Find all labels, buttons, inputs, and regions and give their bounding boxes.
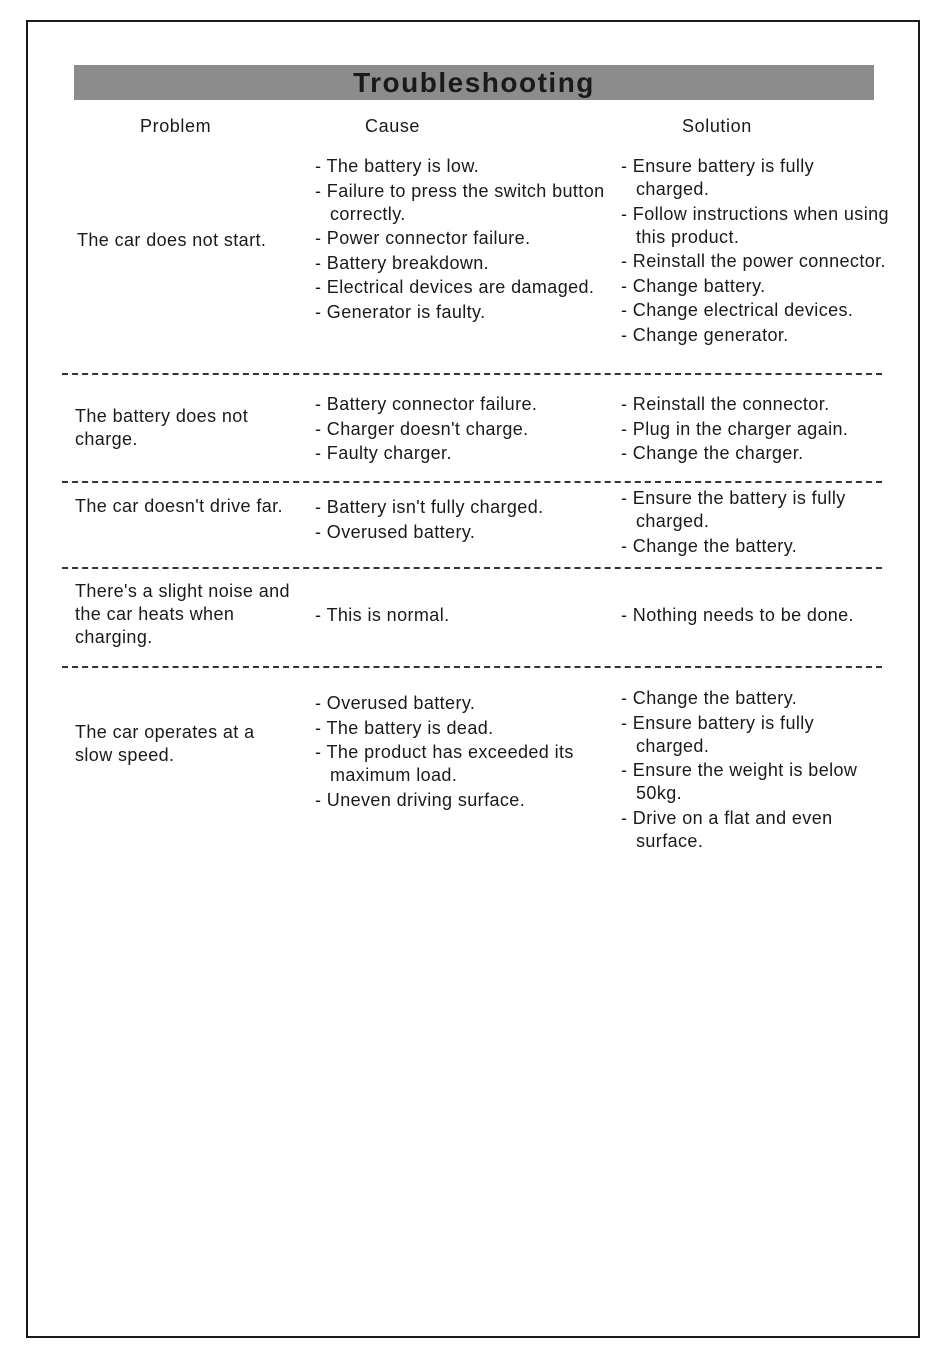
cause-cell [315,496,610,545]
solution-item: - Plug in the charger again. [621,418,849,439]
solution-cell [621,155,891,348]
cause-cell [315,393,610,467]
cause-cell [315,604,610,629]
cause-item: - Battery isn't fully charged. [315,497,544,517]
solution-item: - Reinstall the connector. [621,394,830,414]
cause-item: - Electrical devices are damaged. [315,277,595,297]
cause-item: - Charger doesn't charge. [315,418,529,439]
solution-item: - Follow instructions when using this product. [621,203,889,247]
cause-item: - Power connector failure. [315,228,531,248]
solution-cell [621,604,901,629]
solution-item: - Ensure the weight is below 50kg. [621,760,858,803]
solution-list [621,155,891,347]
solution-item: - Ensure battery is fully charged. [621,712,815,756]
row-divider [62,481,882,483]
header-solution: Solution [682,116,752,136]
problem-cell: The battery does not charge. [75,406,249,449]
header-cause: Cause [365,116,421,136]
solution-item: - Nothing needs to be done. [621,605,854,625]
solution-item: - Change generator. [621,324,789,345]
cause-item: - Failure to press the switch button correctly. [315,180,605,224]
solution-list [621,487,891,558]
cause-item: - The product has exceeded its maximum load. [315,742,574,785]
cause-cell [315,155,610,325]
solution-item: - Change electrical devices. [621,300,854,320]
row-divider [62,666,882,668]
cause-item: - Overused battery. [315,693,476,713]
cause-list [315,604,610,627]
cause-list [315,393,610,465]
problem-cell: The car operates at a slow speed. [75,722,255,765]
row-divider [62,373,882,375]
cause-list [315,496,610,544]
solution-item: - Change the battery. [621,688,798,708]
problem-cell: The car does not start. [77,230,267,250]
solution-cell [621,487,891,559]
solution-cell [621,687,891,854]
cause-list [315,692,610,812]
solution-list [621,604,901,627]
problem-cell: The car doesn't drive far. [75,496,283,516]
solution-item: - Change battery. [621,275,766,296]
solution-item: - Change the charger. [621,443,804,463]
cause-cell [315,692,610,813]
cause-item: - The battery is low. [315,156,480,176]
problem-cell: There's a slight noise and the car heats when charging. [75,581,290,647]
solution-item: - Ensure battery is fully charged. [621,156,815,199]
title-banner [74,65,874,100]
solution-item: - Reinstall the power connector. [621,251,886,271]
solution-cell [621,393,891,467]
page-title: Troubleshooting [353,67,595,98]
cause-item: - Overused battery. [315,521,476,542]
cause-item: - Battery breakdown. [315,252,490,273]
solution-item: - Drive on a flat and even surface. [621,807,833,851]
solution-item: - Change the battery. [621,535,798,556]
cause-item: - Generator is faulty. [315,301,486,322]
solution-item: - Ensure the battery is fully charged. [621,488,846,531]
solution-list [621,687,891,853]
cause-item: - Faulty charger. [315,443,452,463]
row-divider [62,567,882,569]
cause-item: - The battery is dead. [315,717,494,738]
solution-list [621,393,891,465]
cause-item: - This is normal. [315,605,450,625]
header-problem: Problem [140,116,212,136]
cause-item: - Uneven driving surface. [315,789,526,810]
cause-list [315,155,610,324]
cause-item: - Battery connector failure. [315,394,538,414]
